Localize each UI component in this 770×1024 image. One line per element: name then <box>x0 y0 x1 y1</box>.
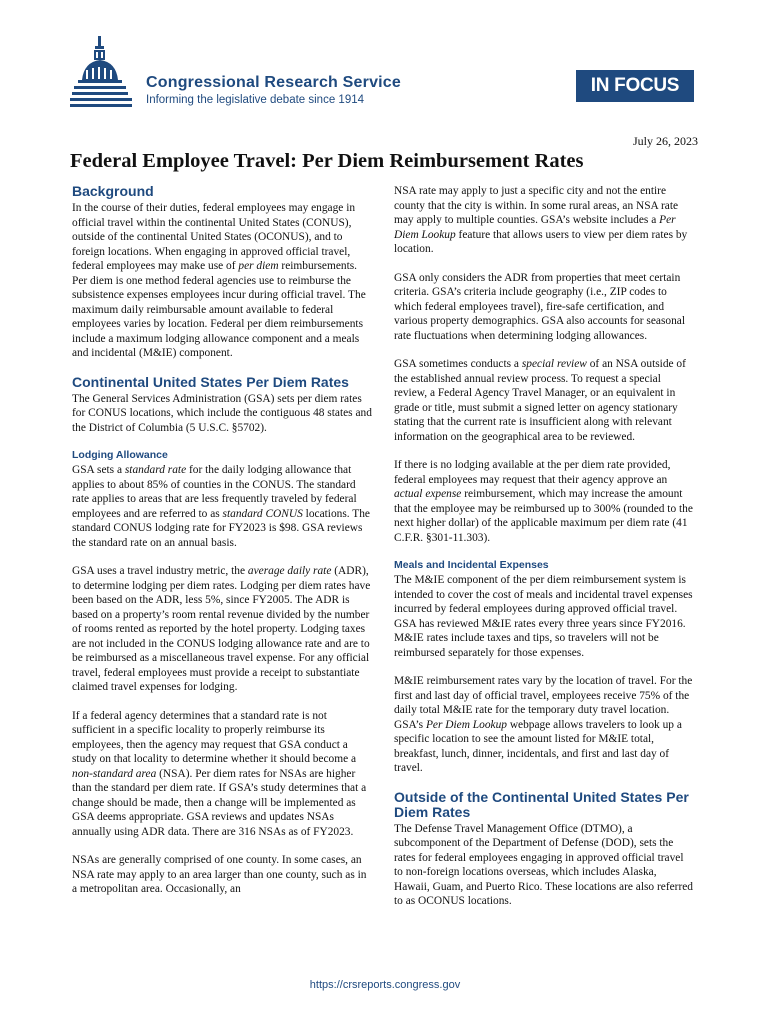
lodging-paragraph-3 <box>72 709 372 840</box>
emphasis-standard-rate: standard rate <box>124 464 187 476</box>
emphasis-per-diem: per diem <box>238 260 279 272</box>
text-run: GSA sometimes conducts a <box>394 358 522 370</box>
text-run: (ADR), to determine lodging per diem rates. Lodging per diem rates have been based on the ADR, less 5%, since FY2005. The ADR is based on a property’s room rental revenue divided by the number of rooms rented as reported by the hotel property. Lodging taxes are not included in the CONUS lodging allowance rate and are to be reimbursed as a miscellaneous travel expense. For any official travel, federal employees must provide a receipt to substantiate claimed travel expenses for lodging. <box>72 565 371 693</box>
in-focus-badge: IN FOCUS <box>576 70 694 102</box>
special-review-paragraph <box>394 357 694 444</box>
emphasis-per-diem-lookup: Per Diem Lookup <box>425 718 507 731</box>
text-run: If a federal agency determines that a standard rate is not sufficient in a specific locality to properly reimburse its employees, then the agency may request that GSA conduct a study on that locality to determine whether it should become a <box>72 709 357 765</box>
page-footer <box>0 979 770 991</box>
emphasis-non-standard-area: non-standard area <box>72 767 157 780</box>
text-run: reimbursement, which may increase the amount that the employee may be reimbursed up to 300% (rounded to the next higher dollar) of the applicable maximum per diem rate (41 C.F.R. §301-11.303). <box>394 488 693 544</box>
crs-reports-link[interactable]: https://crsreports.congress.gov <box>309 979 461 991</box>
text-run: of an NSA outside of the established annual review process. To request a special review, a Federal Agency Travel Manager, or an equivalent in grade or title, must submit a signed letter on agency stationary stating that the current rate is insufficient along with relevant information on the geographical area to be reviewed. <box>394 358 686 443</box>
organization-name: Congressional Research Service <box>146 74 402 91</box>
emphasis-special-review: special review <box>521 358 587 370</box>
text-run: locations. The standard CONUS lodging rate for FY2023 is $98. GSA reviews the standard rate on an annual basis. <box>72 507 370 549</box>
text-run: reimbursements. Per diem is one method federal agencies use to reimburse the subsistence expenses employees incur during official travel. The maximum daily reimbursable amount available to federal employees varies by location. Federal per diem reimbursements include a maximum lodging allowance component and a meals and incidental (M&IE) component. <box>72 260 366 359</box>
organization-tagline: Informing the legislative debate since 1914 <box>146 94 365 106</box>
oconus-paragraph: The Defense Travel Management Office (DTMO), a subcomponent of the Department of Defense (DOD), sets the rates for federal employees engaging in approved official travel to non-foreign locations overseas, which includes Alaska, Hawaii, Guam, and Puerto Rico. These locations are also referred to as OCONUS locations. <box>394 822 694 907</box>
lodging-paragraph-1 <box>72 463 372 550</box>
text-run: for the daily lodging allowance that applies to about 85% of counties in the CONUS. The standard rate applies to areas that are less frequently traveled by federal employees and are referred to as <box>72 464 357 520</box>
background-paragraph <box>72 201 372 361</box>
text-run: NSA rate may apply to just a specific city and not the entire county that the city is within. In some rural areas, an NSA rate may apply to multiple counties. GSA’s website includes a <box>394 185 679 226</box>
lodging-allowance-heading: Lodging Allowance <box>72 449 168 461</box>
adr-criteria-paragraph: GSA only considers the ADR from properties that meet certain criteria. GSA’s criteria include geography (i.e., ZIP codes to which federal employees travel), fire-safe certification, and various property demographics. GSA also accounts for seasonal rate fluctuations when determining lodging allowances. <box>394 271 686 342</box>
emphasis-actual-expense: actual expense <box>394 488 462 500</box>
conus-paragraph: The General Services Administration (GSA) sets per diem rates for CONUS locations, which include the contiguous 48 states and the District of Columbia (5 U.S.C. §5702). <box>72 392 372 434</box>
emphasis-per-diem-lookup: Per Diem Lookup <box>394 214 676 241</box>
text-run: In the course of their duties, federal employees may engage in official travel within the continental United States (CONUS), outside of the continental United States (OCONUS), and to foreign locations. When engaging in approved official travel, federal employees may make use of <box>72 202 356 272</box>
lodging-paragraph-2 <box>72 564 372 695</box>
meals-incidental-heading: Meals and Incidental Expenses <box>394 559 549 571</box>
capitol-dome-logo <box>70 34 136 110</box>
lodging-paragraph-4: NSAs are generally comprised of one county. In some cases, an NSA rate may apply to an area larger than one county, such as in a metropolitan area. Occasionally, an <box>72 854 367 895</box>
text-run: webpage allows travelers to look up a specific location to see the amount listed for M&IE total, breakfast, lunch, dinner, incidentals, and first and last day of travel. <box>394 718 682 774</box>
emphasis-average-daily-rate: average daily rate <box>247 565 332 577</box>
text-run: If there is no lodging available at the per diem rate provided, federal employees may request that their agency approve an <box>394 459 671 486</box>
conus-heading: Continental United States Per Diem Rates <box>72 373 349 390</box>
emphasis-standard-conus: standard CONUS <box>222 507 303 520</box>
nsa-paragraph <box>394 184 694 257</box>
mie-paragraph-2 <box>394 674 694 776</box>
text-run: (NSA). Per diem rates for NSAs are higher than the standard per diem rate. If GSA’s study determines that a change should be made, then a change will be implemented as GSA deems appropriate. GSA reviews and updates NSAs annually using ADR data. There are 316 NSAs as of FY2023. <box>72 767 367 838</box>
right-column <box>394 184 694 923</box>
mie-paragraph-1: The M&IE component of the per diem reimbursement system is intended to cover the cost of meals and incidental travel expenses incurred by federal employees during approved official travel. GSA has reviewed M&IE rates every three years since FY2016. M&IE rates include taxes and tips, so travelers will not be reimbursed separately for those expenses. <box>394 574 693 659</box>
text-run: GSA sets a <box>72 464 125 476</box>
text-run: feature that allows users to view per diem rates by location. <box>394 228 688 255</box>
actual-expense-paragraph <box>394 458 694 545</box>
oconus-heading: Outside of the Continental United States Per Diem Rates <box>394 788 689 820</box>
left-column <box>72 184 372 911</box>
report-header <box>70 34 700 114</box>
report-title: Federal Employee Travel: Per Diem Reimbursement Rates <box>70 150 584 172</box>
text-run: GSA uses a travel industry metric, the <box>72 565 248 577</box>
background-heading: Background <box>72 183 154 199</box>
text-run: M&IE reimbursement rates vary by the location of travel. For the first and last day of official travel, employees receive 75% of the daily total M&IE rate for the temporary duty travel location. GSA’s <box>394 675 693 731</box>
report-date: July 26, 2023 <box>632 134 698 148</box>
